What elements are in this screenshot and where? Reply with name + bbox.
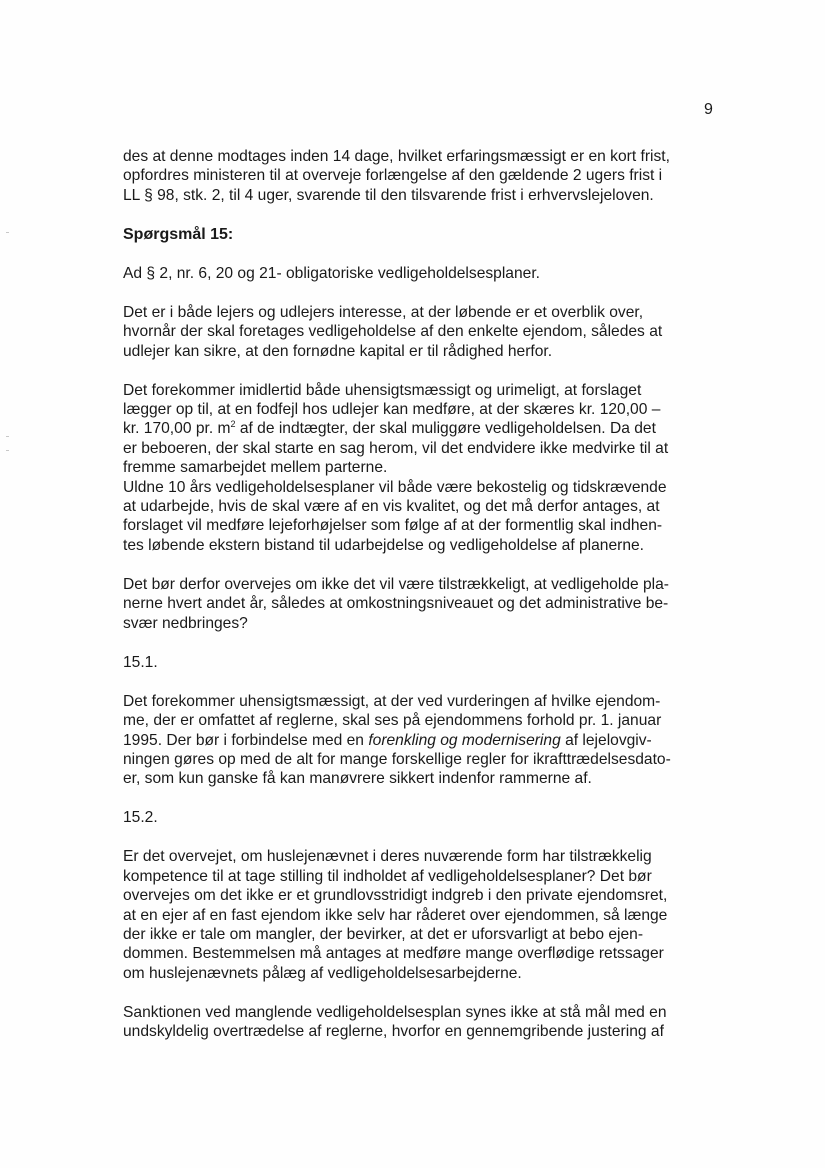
text-line: ningen gøres op med de alt for mange forskellige regler for ikrafttrædelsesdato- (123, 750, 671, 768)
text-line: udlejer kan sikre, at den fornødne kapital er til rådighed herfor. (123, 342, 553, 360)
text-line: tes løbende ekstern bistand til udarbejdelse og vedligeholdelse af planerne. (123, 536, 645, 554)
text-line: er, som kun ganske få kan manøvrere sikkert indenfor rammerne af. (123, 770, 592, 788)
text-line: dommen. Bestemmelsen må antages at medføre mange overflødige retssager (123, 945, 664, 963)
text-line: at udarbejde, hvis de skal være af en vis kvalitet, og det må derfor antages, at (123, 498, 660, 516)
text-line (123, 731, 723, 750)
superscript: 2 (230, 419, 236, 430)
text-line: fremme samarbejdet mellem parterne. (123, 459, 388, 477)
paragraph-ten-year-plans (123, 478, 723, 556)
text-line: Det forekommer imidlertid både uhensigtsmæssigt og urimeligt, at forslaget (123, 381, 642, 399)
paragraph-competence (123, 847, 723, 983)
paragraph-overview (123, 303, 723, 361)
text-line: undskyldelig overtrædelse af reglerne, hvorfor en gennemgribende justering af (123, 1023, 664, 1041)
section-heading: Spørgsmål 15: (123, 225, 234, 243)
subsection-number: 15.2. (123, 809, 158, 827)
text-line: svær nedbringes? (123, 614, 248, 632)
text-line: om huslejenævnets pålæg af vedligeholdelsesarbejderne. (123, 964, 522, 982)
text-line: overvejes om det ikke er et grundlovsstridigt indgreb i den private ejendomsret, (123, 887, 668, 905)
text-line: des at denne modtages inden 14 dage, hvilket erfaringsmæssigt er en kort frist, (123, 148, 670, 165)
scan-margin-mark (6, 436, 9, 437)
text-line: hvornår der skal foretages vedligeholdelse af den enkelte ejendom, således at (123, 323, 663, 341)
text-line: Sanktionen ved manglende vedligeholdelsesplan synes ikke at stå mål med en (123, 1003, 667, 1021)
text-line (123, 419, 723, 438)
text-line: lægger op til, at en fodfejl hos udlejer kan medføre, at der skæres kr. 120,00 – (123, 401, 661, 419)
paragraph-sanction-plan (123, 1003, 723, 1042)
scan-margin-mark (6, 450, 9, 451)
text-line: Det bør derfor overvejes om ikke det vil være tilstrækkeligt, at vedligeholde pla- (123, 575, 670, 593)
text-fragment: af lejelovgiv- (560, 731, 652, 749)
text-line: at en ejer af en fast ejendom ikke selv har råderet over ejendommen, så længe (123, 906, 668, 924)
text-line: Uldne 10 års vedligeholdelsesplaner vil både være bekostelig og tidskrævende (123, 478, 667, 496)
paragraph-sanction (123, 381, 723, 478)
text-line: opfordres ministeren til at overveje forlængelse af den gældende 2 ugers frist i (123, 167, 663, 185)
text-line: Er det overvejet, om huslejenævnet i deres nuværende form har tilstrækkelig (123, 848, 652, 866)
text-line: Ad § 2, nr. 6, 20 og 21- obligatoriske vedligeholdelsesplaner. (123, 264, 540, 282)
text-line: kompetence til at tage stilling til indholdet af vedligeholdelsesplaner? Det bør (123, 867, 652, 885)
text-line: me, der er omfattet af reglerne, skal ses på ejendommens forhold pr. 1. januar (123, 712, 662, 730)
document-body (123, 147, 723, 1042)
text-line: Det er i både lejers og udlejers interesse, at der løbende er et overblik over, (123, 303, 644, 321)
text-fragment: 1995. Der bør i forbindelse med en (123, 731, 369, 749)
text-line: Det forekommer uhensigtsmæssigt, at der ved vurderingen af hvilke ejendom- (123, 692, 661, 710)
paragraph-continuation (123, 147, 723, 205)
emphasized-text: forenkling og modernisering (368, 731, 561, 749)
text-line: der ikke er tale om mangler, der bevirker, at det er uforsvarligt at bebo ejen- (123, 925, 644, 943)
text-fragment: kr. 170,00 pr. m (123, 420, 231, 438)
text-line: forslaget vil medføre lejeforhøjelser som følge af at der formentlig skal indhen- (123, 517, 663, 535)
text-line: er beboeren, der skal starte en sag herom, vil det endvidere ikke medvirke til at (123, 439, 669, 457)
scan-margin-mark (6, 232, 9, 233)
text-line: nerne hvert andet år, således at omkostningsniveauet og det administrative be- (123, 595, 669, 613)
page-number: 9 (704, 101, 713, 118)
paragraph-reference-date (123, 692, 723, 789)
subsection-number: 15.1. (123, 653, 158, 671)
paragraph-suggestion (123, 575, 723, 633)
section-reference (123, 264, 723, 283)
text-line: LL § 98, stk. 2, til 4 uger, svarende til den tilsvarende frist i erhvervslejeloven. (123, 186, 654, 204)
text-fragment: af de indtægter, der skal muliggøre vedligeholdelsen. Da det (235, 420, 656, 438)
